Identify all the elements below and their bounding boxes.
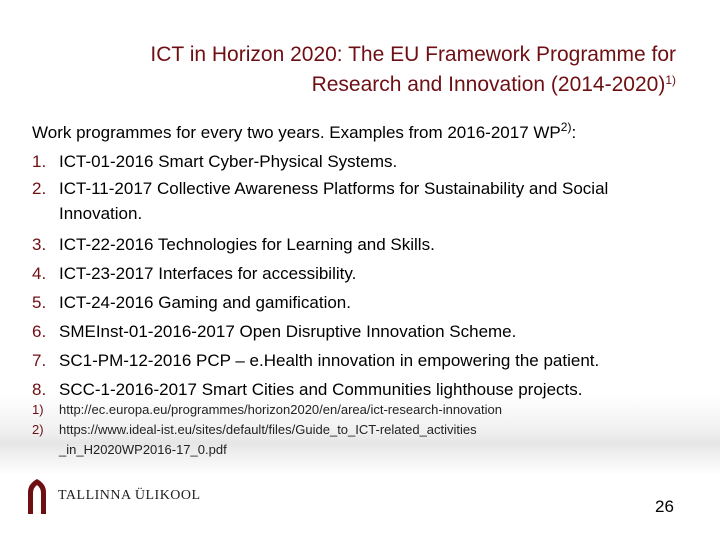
intro-footnote-ref: 2): [560, 120, 572, 134]
list-item: [32, 288, 679, 317]
page-number: 26: [655, 497, 674, 516]
item-text: ICT-11-2017 Collective Awareness Platforms for Sustainability and Social Innovation.: [59, 179, 609, 223]
item-number: 7.: [32, 351, 47, 370]
title-footnote-ref: 1): [665, 73, 676, 87]
item-text: ICT-23-2017 Interfaces for accessibility.: [59, 264, 357, 283]
list-item: [32, 346, 679, 375]
item-text: ICT-01-2016 Smart Cyber-Physical Systems.: [59, 152, 398, 171]
footnotes: [32, 400, 502, 460]
title-line-2: [150, 70, 676, 100]
intro-text: [32, 118, 679, 147]
item-text: SCC-1-2016-2017 Smart Cities and Communities lighthouse projects.: [59, 380, 583, 399]
item-text: ICT-22-2016 Technologies for Learning and Skills.: [59, 235, 435, 254]
item-number: 4.: [32, 264, 47, 283]
item-number: 2.: [32, 179, 47, 198]
list-item: [32, 230, 679, 259]
list-item: [32, 147, 679, 176]
university-logo: [26, 478, 201, 514]
item-number: 3.: [32, 235, 47, 254]
item-number: 5.: [32, 293, 47, 312]
slide-body: [32, 118, 679, 404]
intro-main: Work programmes for every two years. Examples from 2016-2017 WP: [32, 123, 561, 142]
footnote: [32, 420, 479, 460]
intro-colon: :: [571, 123, 577, 142]
footnote-number: 1): [32, 402, 44, 417]
footnote: [32, 400, 502, 420]
item-number: 6.: [32, 322, 47, 341]
footnote-link[interactable]: http://ec.europa.eu/programmes/horizon2020/en/area/ict-research-innovation: [59, 402, 502, 417]
logo-text: TALLINNA ÜLIKOOL: [58, 488, 201, 503]
title-line-1: ICT in Horizon 2020: The EU Framework Programme for: [150, 43, 676, 66]
title-line-2-text: Research and Innovation (2014-2020): [311, 73, 666, 96]
item-text: SMEInst-01-2016-2017 Open Disruptive Innovation Scheme.: [59, 322, 517, 341]
arch-logo-icon: [26, 478, 48, 514]
item-text: ICT-24-2016 Gaming and gamification.: [59, 293, 351, 312]
item-number: 8.: [32, 380, 47, 399]
item-text: SC1-PM-12-2016 PCP – e.Health innovation in empowering the patient.: [59, 351, 600, 370]
footnote-number: 2): [32, 422, 44, 437]
item-number: 1.: [32, 152, 47, 171]
footnote-link[interactable]: https://www.ideal-ist.eu/sites/default/files/Guide_to_ICT-related_activities_in_H2020WP2016-17_0.pdf: [59, 422, 477, 457]
list-item: [32, 176, 679, 226]
list-item: [32, 317, 679, 346]
slide-title: [150, 40, 676, 100]
list-item: [32, 259, 679, 288]
